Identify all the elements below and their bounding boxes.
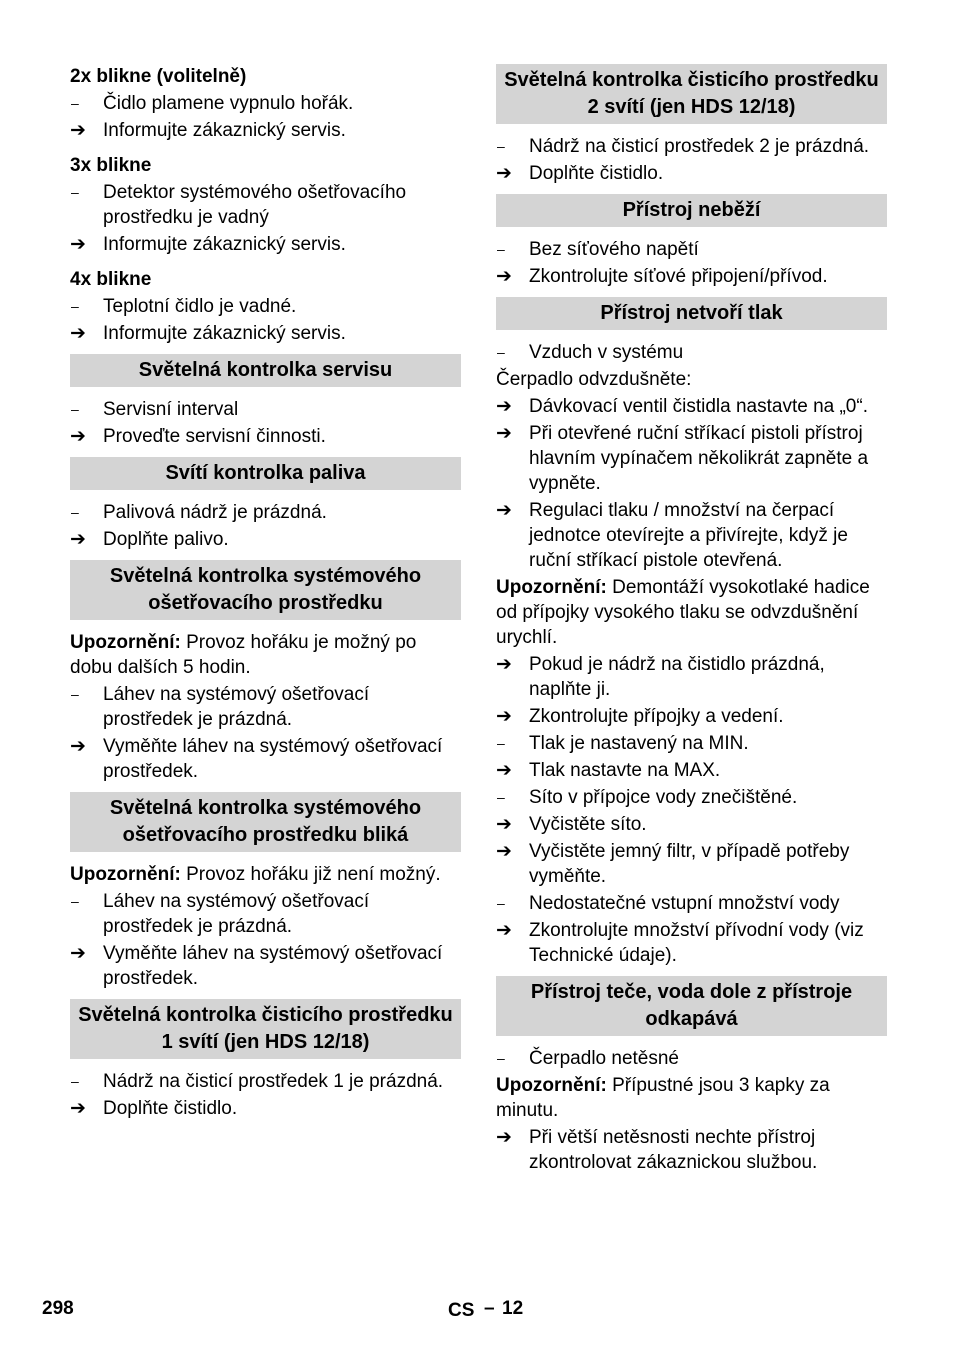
arrow-right-icon: ➔ (496, 396, 512, 417)
cause-item (496, 785, 887, 810)
item-text: Vyměňte láhev na systémový ošetřovací prostředek. (103, 943, 443, 989)
item-text: Při otevřené ruční stříkací pistoli přístroj hlavním vypínačem několikrát zapněte a vypněte. (529, 423, 869, 494)
cause-item (70, 294, 461, 319)
dash-bullet-icon: – (497, 1050, 505, 1066)
dash-bullet-icon: – (71, 1073, 79, 1089)
subheading: 2x blikne (volitelně) (70, 66, 247, 87)
item-text: Doplňte čistidlo. (529, 163, 664, 184)
item-text: Doplňte čistidlo. (103, 1098, 238, 1119)
item-text: Pokud je nádrž na čistidlo prázdná, naplňte ji. (529, 654, 825, 700)
item-text: Informujte zákaznický servis. (103, 323, 346, 344)
cause-item (496, 340, 887, 365)
cause-item (70, 500, 461, 525)
item-text: Informujte zákaznický servis. (103, 234, 346, 255)
remedy-item (496, 918, 887, 968)
left-column (70, 64, 461, 1123)
remedy-item (496, 421, 887, 496)
item-text: Dávkovací ventil čistidla nastavte na „0“. (529, 396, 868, 417)
remedy-item (496, 758, 887, 783)
dash-bullet-icon: – (71, 401, 79, 417)
item-text: Tlak je nastavený na MIN. (529, 733, 749, 754)
remedy-item (496, 264, 887, 289)
item-text: Čidlo plamene vypnulo hořák. (103, 93, 354, 114)
paragraph: Čerpadlo odvzdušněte: (496, 369, 692, 390)
dash-bullet-icon: – (497, 895, 505, 911)
arrow-right-icon: ➔ (496, 266, 512, 287)
arrow-right-icon: ➔ (70, 943, 86, 964)
right-column (496, 64, 887, 1177)
arrow-right-icon: ➔ (496, 163, 512, 184)
dash-bullet-icon: – (71, 893, 79, 909)
item-text: Láhev na systémový ošetřovací prostředek je prázdná. (103, 684, 370, 730)
remedy-item (70, 734, 461, 784)
section-page-number: 12 (502, 1298, 524, 1319)
remedy-item (496, 652, 887, 702)
cause-item (496, 134, 887, 159)
section-heading: Svítí kontrolka paliva (70, 457, 461, 490)
dash-bullet-icon: – (71, 95, 79, 111)
remedy-item (496, 394, 887, 419)
item-text: Detektor systémového ošetřovacího prostředku je vadný (103, 182, 407, 228)
note-text: Provoz hořáku již není možný. (180, 864, 441, 885)
section-heading: Světelná kontrolka čisticího prostředku 2 svítí (jen HDS 12/18) (496, 64, 887, 124)
dash-bullet-icon: – (71, 504, 79, 520)
arrow-right-icon: ➔ (70, 736, 86, 757)
item-text: Vyčistěte síto. (529, 814, 647, 835)
item-text: Vzduch v systému (529, 342, 684, 363)
item-text: Proveďte servisní činnosti. (103, 426, 326, 447)
item-text: Regulaci tlaku / množství na čerpací jednotce otevírejte a přivírejte, když je ruční stříkací pistole otevřená. (529, 500, 848, 571)
dash-bullet-icon: – (71, 686, 79, 702)
item-text: Bez síťového napětí (529, 239, 699, 260)
cause-item (70, 1069, 461, 1094)
remedy-item (70, 321, 461, 346)
item-text: Tlak nastavte na MAX. (529, 760, 721, 781)
subheading: 4x blikne (70, 269, 152, 290)
remedy-item (70, 527, 461, 552)
remedy-item (496, 839, 887, 889)
arrow-right-icon: ➔ (70, 426, 86, 447)
cause-item (496, 891, 887, 916)
dash-bullet-icon: – (497, 344, 505, 360)
arrow-right-icon: ➔ (496, 500, 512, 521)
remedy-item (70, 118, 461, 143)
item-text: Při větší netěsnosti nechte přístroj zkontrolovat zákaznickou službou. (529, 1127, 818, 1173)
arrow-right-icon: ➔ (496, 814, 512, 835)
cause-item (70, 397, 461, 422)
note-paragraph (496, 575, 887, 650)
section-heading: Světelná kontrolka čisticího prostředku 1 svítí (jen HDS 12/18) (70, 999, 461, 1059)
note-text: Přípustné jsou 3 kapky za minutu. (496, 1075, 830, 1121)
dash-bullet-icon: – (497, 138, 505, 154)
note-paragraph (70, 862, 461, 887)
section-heading: Světelná kontrolka systémového ošetřovacího prostředku (70, 560, 461, 620)
item-text: Zkontrolujte síťové připojení/přívod. (529, 266, 828, 287)
dash-bullet-icon: – (497, 789, 505, 805)
dash-bullet-icon: – (71, 184, 79, 200)
cause-item (70, 889, 461, 939)
section-heading: Světelná kontrolka servisu (70, 354, 461, 387)
cause-item (70, 682, 461, 732)
item-text: Nádrž na čisticí prostředek 1 je prázdná. (103, 1071, 444, 1092)
remedy-item (496, 704, 887, 729)
note-label: Upozornění: (496, 577, 607, 598)
remedy-item (70, 232, 461, 257)
note-text: Demontáží vysokotlaké hadice od přípojky vysokého tlaku se odvzdušnění urychlí. (496, 577, 870, 648)
cause-item (70, 180, 461, 230)
item-text: Doplňte palivo. (103, 529, 229, 550)
cause-item (496, 237, 887, 262)
note-label: Upozornění: (496, 1075, 607, 1096)
item-text: Čerpadlo netěsné (529, 1048, 679, 1069)
item-text: Zkontrolujte přípojky a vedení. (529, 706, 784, 727)
note-paragraph (70, 630, 461, 680)
item-text: Informujte zákaznický servis. (103, 120, 346, 141)
section-heading: Světelná kontrolka systémového ošetřovacího prostředku bliká (70, 792, 461, 852)
item-text: Servisní interval (103, 399, 239, 420)
arrow-right-icon: ➔ (496, 760, 512, 781)
section-heading: Přístroj netvoří tlak (496, 297, 887, 330)
remedy-item (70, 1096, 461, 1121)
arrow-right-icon: ➔ (70, 120, 86, 141)
remedy-item (70, 941, 461, 991)
dash-bullet-icon: – (71, 298, 79, 314)
arrow-right-icon: ➔ (70, 1098, 86, 1119)
note-label: Upozornění: (70, 632, 181, 653)
arrow-right-icon: ➔ (496, 706, 512, 727)
note-paragraph (496, 1073, 887, 1123)
section-heading: Přístroj neběží (496, 194, 887, 227)
section-heading: Přístroj teče, voda dole z přístroje odkapává (496, 976, 887, 1036)
arrow-right-icon: ➔ (496, 654, 512, 675)
remedy-item (496, 161, 887, 186)
remedy-item (496, 812, 887, 837)
arrow-right-icon: ➔ (70, 234, 86, 255)
arrow-right-icon: ➔ (496, 1127, 512, 1148)
cause-item (70, 91, 461, 116)
note-text: Provoz hořáku je možný po dobu dalších 5 hodin. (70, 632, 417, 678)
arrow-right-icon: ➔ (70, 529, 86, 550)
item-text: Vyměňte láhev na systémový ošetřovací prostředek. (103, 736, 443, 782)
dash-bullet-icon: – (497, 241, 505, 257)
arrow-right-icon: ➔ (496, 841, 512, 862)
cause-item (496, 1046, 887, 1071)
remedy-item (70, 424, 461, 449)
dash-bullet-icon: – (497, 735, 505, 751)
item-text: Teplotní čidlo je vadné. (103, 296, 297, 317)
page-number: 298 (42, 1298, 74, 1319)
remedy-item (496, 1125, 887, 1175)
item-text: Nádrž na čisticí prostředek 2 je prázdná. (529, 136, 870, 157)
subheading: 3x blikne (70, 155, 152, 176)
item-text: Síto v přípojce vody znečištěné. (529, 787, 798, 808)
item-text: Vyčistěte jemný filtr, v případě potřeby vyměňte. (529, 841, 850, 887)
note-label: Upozornění: (70, 864, 181, 885)
arrow-right-icon: ➔ (496, 423, 512, 444)
arrow-right-icon: ➔ (496, 920, 512, 941)
footer-dash: – (484, 1298, 495, 1319)
item-text: Palivová nádrž je prázdná. (103, 502, 327, 523)
language-code: CS (448, 1300, 475, 1321)
remedy-item (496, 498, 887, 573)
item-text: Zkontrolujte množství přívodní vody (viz Technické údaje). (529, 920, 864, 966)
item-text: Nedostatečné vstupní množství vody (529, 893, 840, 914)
cause-item (496, 731, 887, 756)
item-text: Láhev na systémový ošetřovací prostředek je prázdná. (103, 891, 370, 937)
arrow-right-icon: ➔ (70, 323, 86, 344)
